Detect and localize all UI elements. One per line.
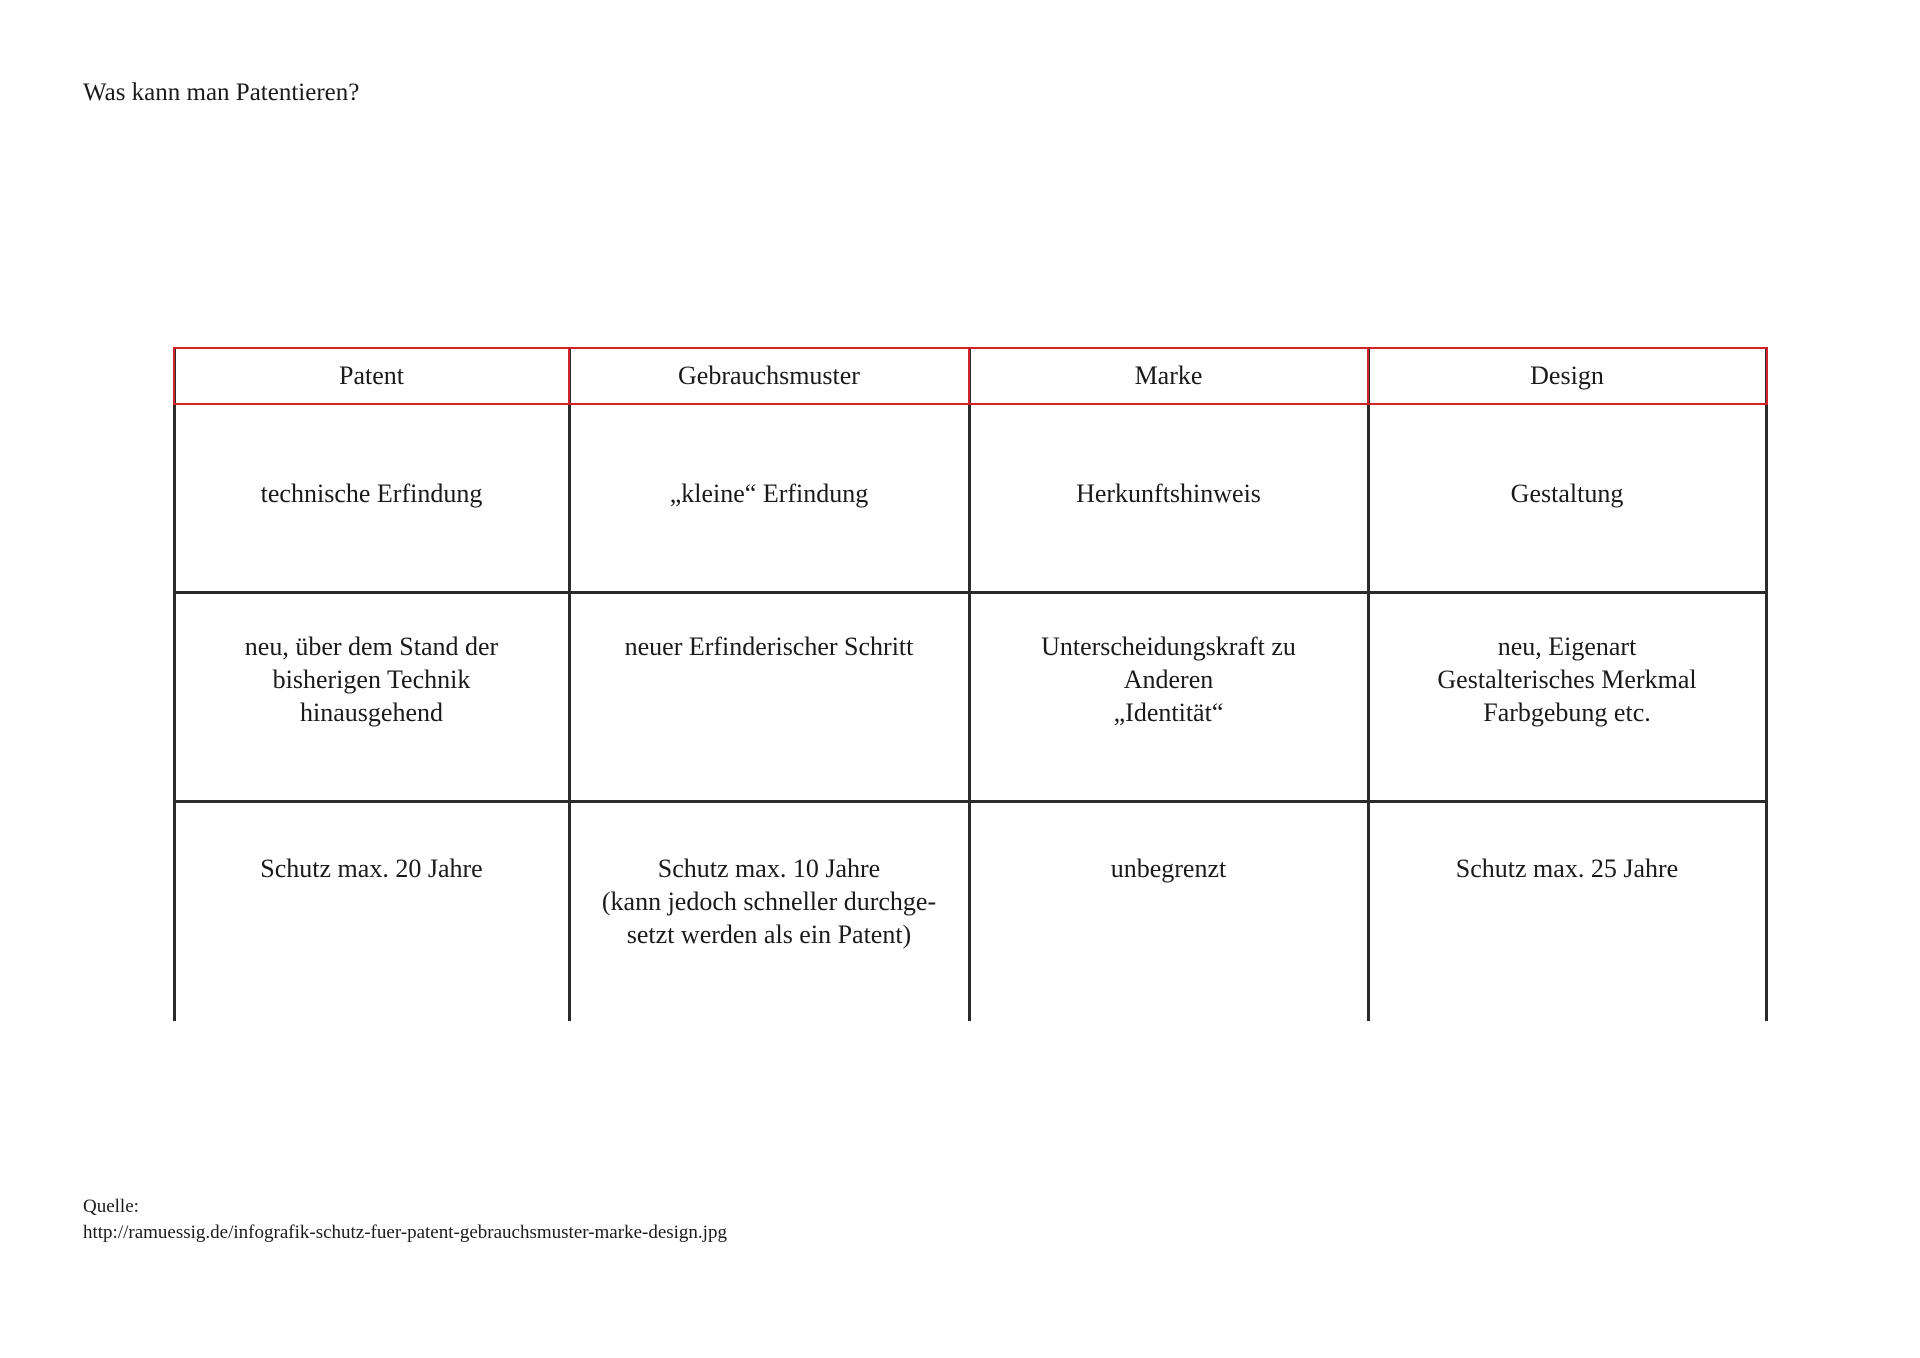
table-cell: neu, über dem Stand der bisherigen Technik hinausgehend xyxy=(244,632,499,727)
table-cell: neu, Eigenart Gestalterisches Merkmal Farbgebung etc. xyxy=(1437,632,1697,727)
column-divider xyxy=(1765,347,1768,1021)
header-patent: Patent xyxy=(339,361,404,390)
page-title: Was kann man Patentieren? xyxy=(83,79,360,106)
table-cell: „kleine“ Erfindung xyxy=(669,479,869,508)
table-cell: Unterscheidungskraft zu Anderen „Identität“ xyxy=(1041,632,1296,727)
comparison-table xyxy=(173,347,1768,1021)
table-cell: Herkunftshinweis xyxy=(1076,479,1261,508)
header-design: Design xyxy=(1530,361,1604,390)
source-url: http://ramuessig.de/infografik-schutz-fuer-patent-gebrauchsmuster-marke-design.jpg xyxy=(83,1222,727,1243)
table-cell: Schutz max. 10 Jahre (kann jedoch schneller durchge- setzt werden als ein Patent) xyxy=(601,854,937,949)
table-cell: Schutz max. 25 Jahre xyxy=(1455,854,1679,883)
header-gebrauchsmuster: Gebrauchsmuster xyxy=(678,361,860,390)
table-cell: neuer Erfinderischer Schritt xyxy=(624,632,914,661)
row-divider xyxy=(173,591,1768,594)
header-marke: Marke xyxy=(1134,361,1203,390)
table-cell: technische Erfindung xyxy=(260,479,483,508)
source-label: Quelle: xyxy=(83,1196,139,1217)
row-divider xyxy=(173,800,1768,803)
table-cell: Schutz max. 20 Jahre xyxy=(260,854,483,883)
table-cell: Gestaltung xyxy=(1510,479,1624,508)
table-cell: unbegrenzt xyxy=(1110,854,1227,883)
